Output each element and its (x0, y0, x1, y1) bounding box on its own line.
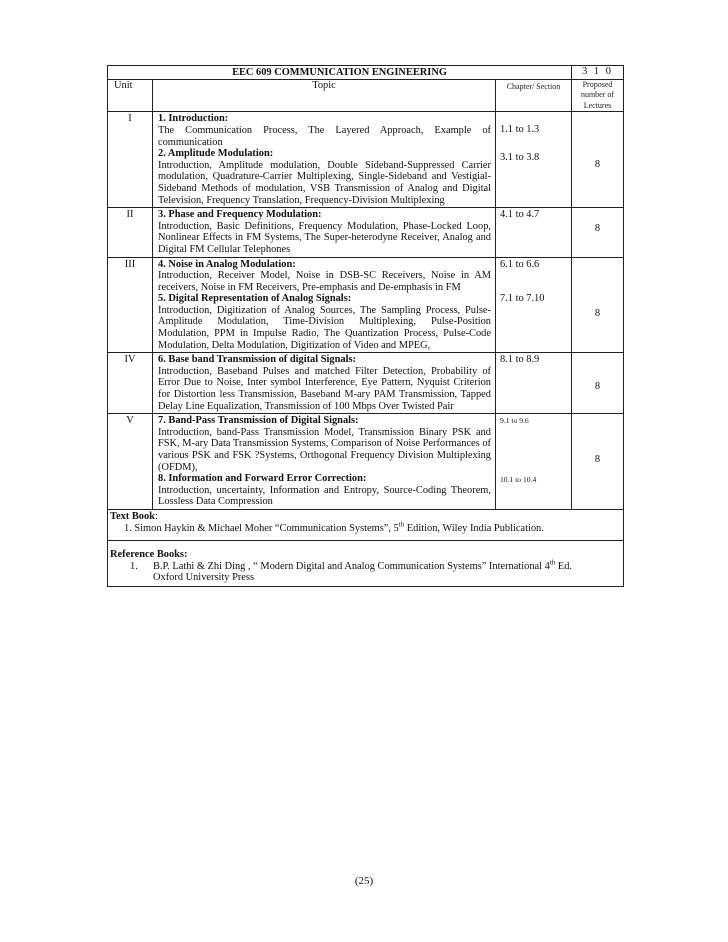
section-ref: 10.1 to 10.4 (500, 474, 537, 484)
topic-body: Introduction, band-Pass Transmission Model, Transmission Binary PSK and FSK, M-ary Data Transmission Systems, Comparison of Noise Performances of various PSK and FSK ?Systems, Orthogonal Frequency Division Multiplexing (OFDM), (158, 426, 491, 473)
reference-book-text: B.P. Lathi & Zhi Ding , “ Modern Digital and Analog Communication Systems” International 4 (153, 560, 550, 572)
topic-body: Introduction, Basic Definitions, Frequency Modulation, Phase-Locked Loop, Nonlinear Effects in FM Systems, The Super-heterodyne Receiver, Analog and Digital FM Cellular Telephones (158, 220, 491, 255)
col-lectures-line-3: Lectures (583, 100, 612, 110)
topic-title: 1. Introduction: (158, 113, 229, 125)
section-ref: 4.1 to 4.7 (500, 209, 540, 221)
unit-sections (496, 257, 572, 353)
unit-number: I (108, 112, 153, 208)
lecture-count: 8 (572, 414, 624, 510)
topic-title: 4. Noise in Analog Modulation: (158, 258, 296, 270)
topic-body: Introduction, Receiver Model, Noise in DSB-SC Receivers, Noise in AM receivers, Noise in FM Receivers, Pre-emphasis and De-emphasis in FM (158, 270, 491, 293)
unit-row-5 (108, 414, 624, 510)
text-book-row (108, 509, 624, 540)
unit-row-3 (108, 257, 624, 353)
topic-body: Introduction, Digitization of Analog Sources, The Sampling Process, Pulse-Amplitude Modulation, Time-Division Multiplexing, Pulse-Position Modulation, PPM in Impulse Radio, The Quantization Process, Pulse-Code Modulation, Delta Modulation, Digitization of Video and MPEG, (158, 304, 491, 351)
text-book-colon: : (154, 510, 158, 522)
text-book-item (110, 520, 621, 535)
unit-row-2 (108, 208, 624, 257)
section-ref: 8.1 to 8.9 (500, 354, 540, 366)
unit-topics (153, 353, 496, 414)
lecture-count: 8 (572, 208, 624, 257)
text-book-item-suffix: Edition, Wiley India Publication. (404, 522, 544, 534)
topic-title: 6. Base band Transmission of digital Signals: (158, 354, 356, 366)
col-section-header: Chapter/ Section (496, 79, 572, 112)
unit-number: V (108, 414, 153, 510)
section-ref: 9.1 to 9.6 (500, 416, 529, 426)
unit-row-4 (108, 353, 624, 414)
topic-body: Introduction, Baseband Pulses and matched Filter Detection, Probability of Error Due to Noise, Inter symbol Interference, Eye Pattern, Nyquist Criterion for Distortion less Transmission, Baseband M-ary PAM Transmission, Tapped Delay Line Equalization, Transmission of 100 Mbps Over Twisted Pair (158, 365, 491, 412)
unit-row-1 (108, 112, 624, 208)
col-lectures-line-1: Proposed (582, 79, 613, 89)
section-ref: 1.1 to 1.3 (500, 124, 540, 136)
text-book-section (108, 509, 624, 540)
unit-sections (496, 414, 572, 510)
column-header-row (108, 79, 624, 112)
col-topic-header: Topic (153, 79, 496, 112)
col-lectures-line-2: number of (580, 90, 615, 100)
unit-number: IV (108, 353, 153, 414)
page-number: (25) (354, 875, 374, 887)
topic-body: Introduction, Amplitude modulation, Double Sideband-Suppressed Carrier modulation, Quadrature-Carrier Multiplexing, Single-Sideband and Vestigial-Sideband Methods of modulation, VSB Transmission of Analog and Digital Television, Frequency Translation, Frequency-Division Multiplexing (158, 159, 491, 206)
reference-books-section (108, 541, 624, 587)
unit-number: III (108, 257, 153, 353)
section-ref: 3.1 to 3.8 (500, 151, 540, 163)
unit-sections (496, 353, 572, 414)
topic-title: 5. Digital Representation of Analog Signals: (158, 293, 352, 305)
course-title: EEC 609 COMMUNICATION ENGINEERING (108, 66, 572, 80)
reference-book-item (110, 558, 621, 573)
text-book-label: Text Book (110, 510, 155, 522)
lecture-count: 8 (572, 353, 624, 414)
section-ref: 6.1 to 6.6 (500, 258, 540, 270)
topic-title: 8. Information and Forward Error Correction: (158, 473, 367, 485)
reference-book-suffix: Ed. (555, 560, 573, 572)
unit-sections (496, 112, 572, 208)
topic-body: Introduction, uncertainty, Information and Entropy, Source-Coding Theorem, Lossless Data Compression (158, 484, 491, 508)
credits: 3 1 0 (572, 66, 624, 80)
syllabus-table (107, 65, 624, 587)
topic-body: The Communication Process, The Layered Approach, Example of communication (158, 124, 491, 148)
section-ref: 7.1 to 7.10 (500, 293, 545, 305)
topic-title: 2. Amplitude Modulation: (158, 148, 274, 160)
unit-topics (153, 208, 496, 257)
lecture-count: 8 (572, 257, 624, 353)
col-unit-header: Unit (108, 79, 153, 112)
col-lectures-header (572, 79, 624, 112)
text-book-item-text: 1. Simon Haykin & Michael Moher “Communication Systems”, 5 (124, 522, 399, 534)
reference-book-number: 1. (130, 560, 138, 572)
lecture-count: 8 (572, 112, 624, 208)
unit-number: II (108, 208, 153, 257)
reference-books-row (108, 541, 624, 587)
reference-book-sup: th (549, 558, 556, 567)
unit-topics (153, 112, 496, 208)
unit-topics (153, 257, 496, 353)
title-row (108, 66, 624, 80)
topic-title: 7. Band-Pass Transmission of Digital Signals: (158, 415, 359, 427)
unit-topics (153, 414, 496, 510)
reference-books-label: Reference Books: (110, 549, 188, 561)
text-book-item-sup: th (398, 520, 405, 529)
reference-book-line-2: Oxford University Press (153, 572, 255, 584)
unit-sections (496, 208, 572, 257)
topic-title: 3. Phase and Frequency Modulation: (158, 209, 322, 221)
